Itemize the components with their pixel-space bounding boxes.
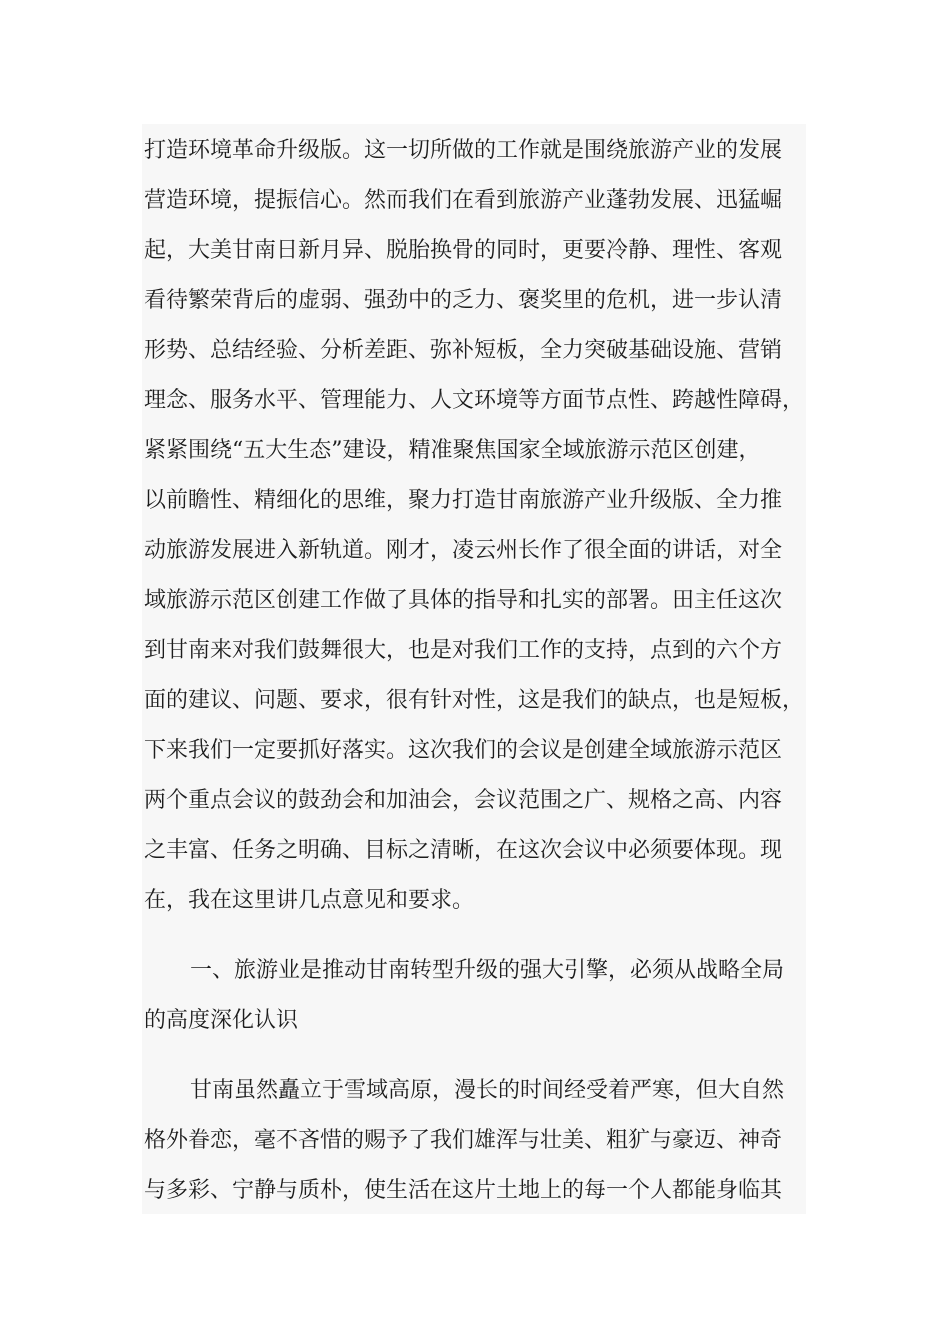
paragraph-line: 理念、服务水平、管理能力、人文环境等方面节点性、跨越性障碍， — [144, 388, 805, 413]
paragraph-line: 在，我在这里讲几点意见和要求。 — [144, 888, 475, 913]
paragraph-line: 看待繁荣背后的虚弱、强劲中的乏力、褒奖里的危机，进一步认清 — [144, 288, 783, 313]
section-heading-line: 的高度深化认识 — [144, 1008, 299, 1033]
section-heading-line: 一、旅游业是推动甘南转型升级的强大引擎，必须从战略全局 — [190, 958, 785, 983]
paragraph-line: 与多彩、宁静与质朴，使生活在这片土地上的每一个人都能身临其 — [144, 1178, 783, 1203]
paragraph-line: 域旅游示范区创建工作做了具体的指导和扎实的部署。田主任这次 — [144, 588, 783, 613]
paragraph-line: 面的建议、问题、要求，很有针对性，这是我们的缺点，也是短板， — [144, 688, 805, 713]
paragraph-line: 紧紧围绕“五大生态”建设，精准聚焦国家全域旅游示范区创建， — [144, 438, 761, 463]
paragraph-line: 之丰富、任务之明确、目标之清晰，在这次会议中必须要体现。现 — [144, 838, 783, 863]
paragraph-line: 到甘南来对我们鼓舞很大，也是对我们工作的支持，点到的六个方 — [144, 638, 783, 663]
paragraph-line: 打造环境革命升级版。这一切所做的工作就是围绕旅游产业的发展 — [144, 138, 783, 163]
paragraph-line: 下来我们一定要抓好落实。这次我们的会议是创建全域旅游示范区 — [144, 738, 783, 763]
paragraph-line: 格外眷恋，毫不吝惜的赐予了我们雄浑与壮美、粗犷与豪迈、神奇 — [144, 1128, 783, 1153]
paragraph-line: 形势、总结经验、分析差距、弥补短板，全力突破基础设施、营销 — [144, 338, 783, 363]
paragraph-line: 营造环境，提振信心。然而我们在看到旅游产业蓬勃发展、迅猛崛 — [144, 188, 783, 213]
paragraph-line: 甘南虽然矗立于雪域高原，漫长的时间经受着严寒，但大自然 — [190, 1078, 785, 1103]
paragraph-line: 起，大美甘南日新月异、脱胎换骨的同时，更要冷静、理性、客观 — [144, 238, 783, 263]
paragraph-line: 以前瞻性、精细化的思维，聚力打造甘南旅游产业升级版、全力推 — [144, 488, 783, 513]
paragraph-line: 两个重点会议的鼓劲会和加油会，会议范围之广、规格之高、内容 — [144, 788, 783, 813]
paragraph-line: 动旅游发展进入新轨道。刚才，凌云州长作了很全面的讲话，对全 — [144, 538, 783, 563]
